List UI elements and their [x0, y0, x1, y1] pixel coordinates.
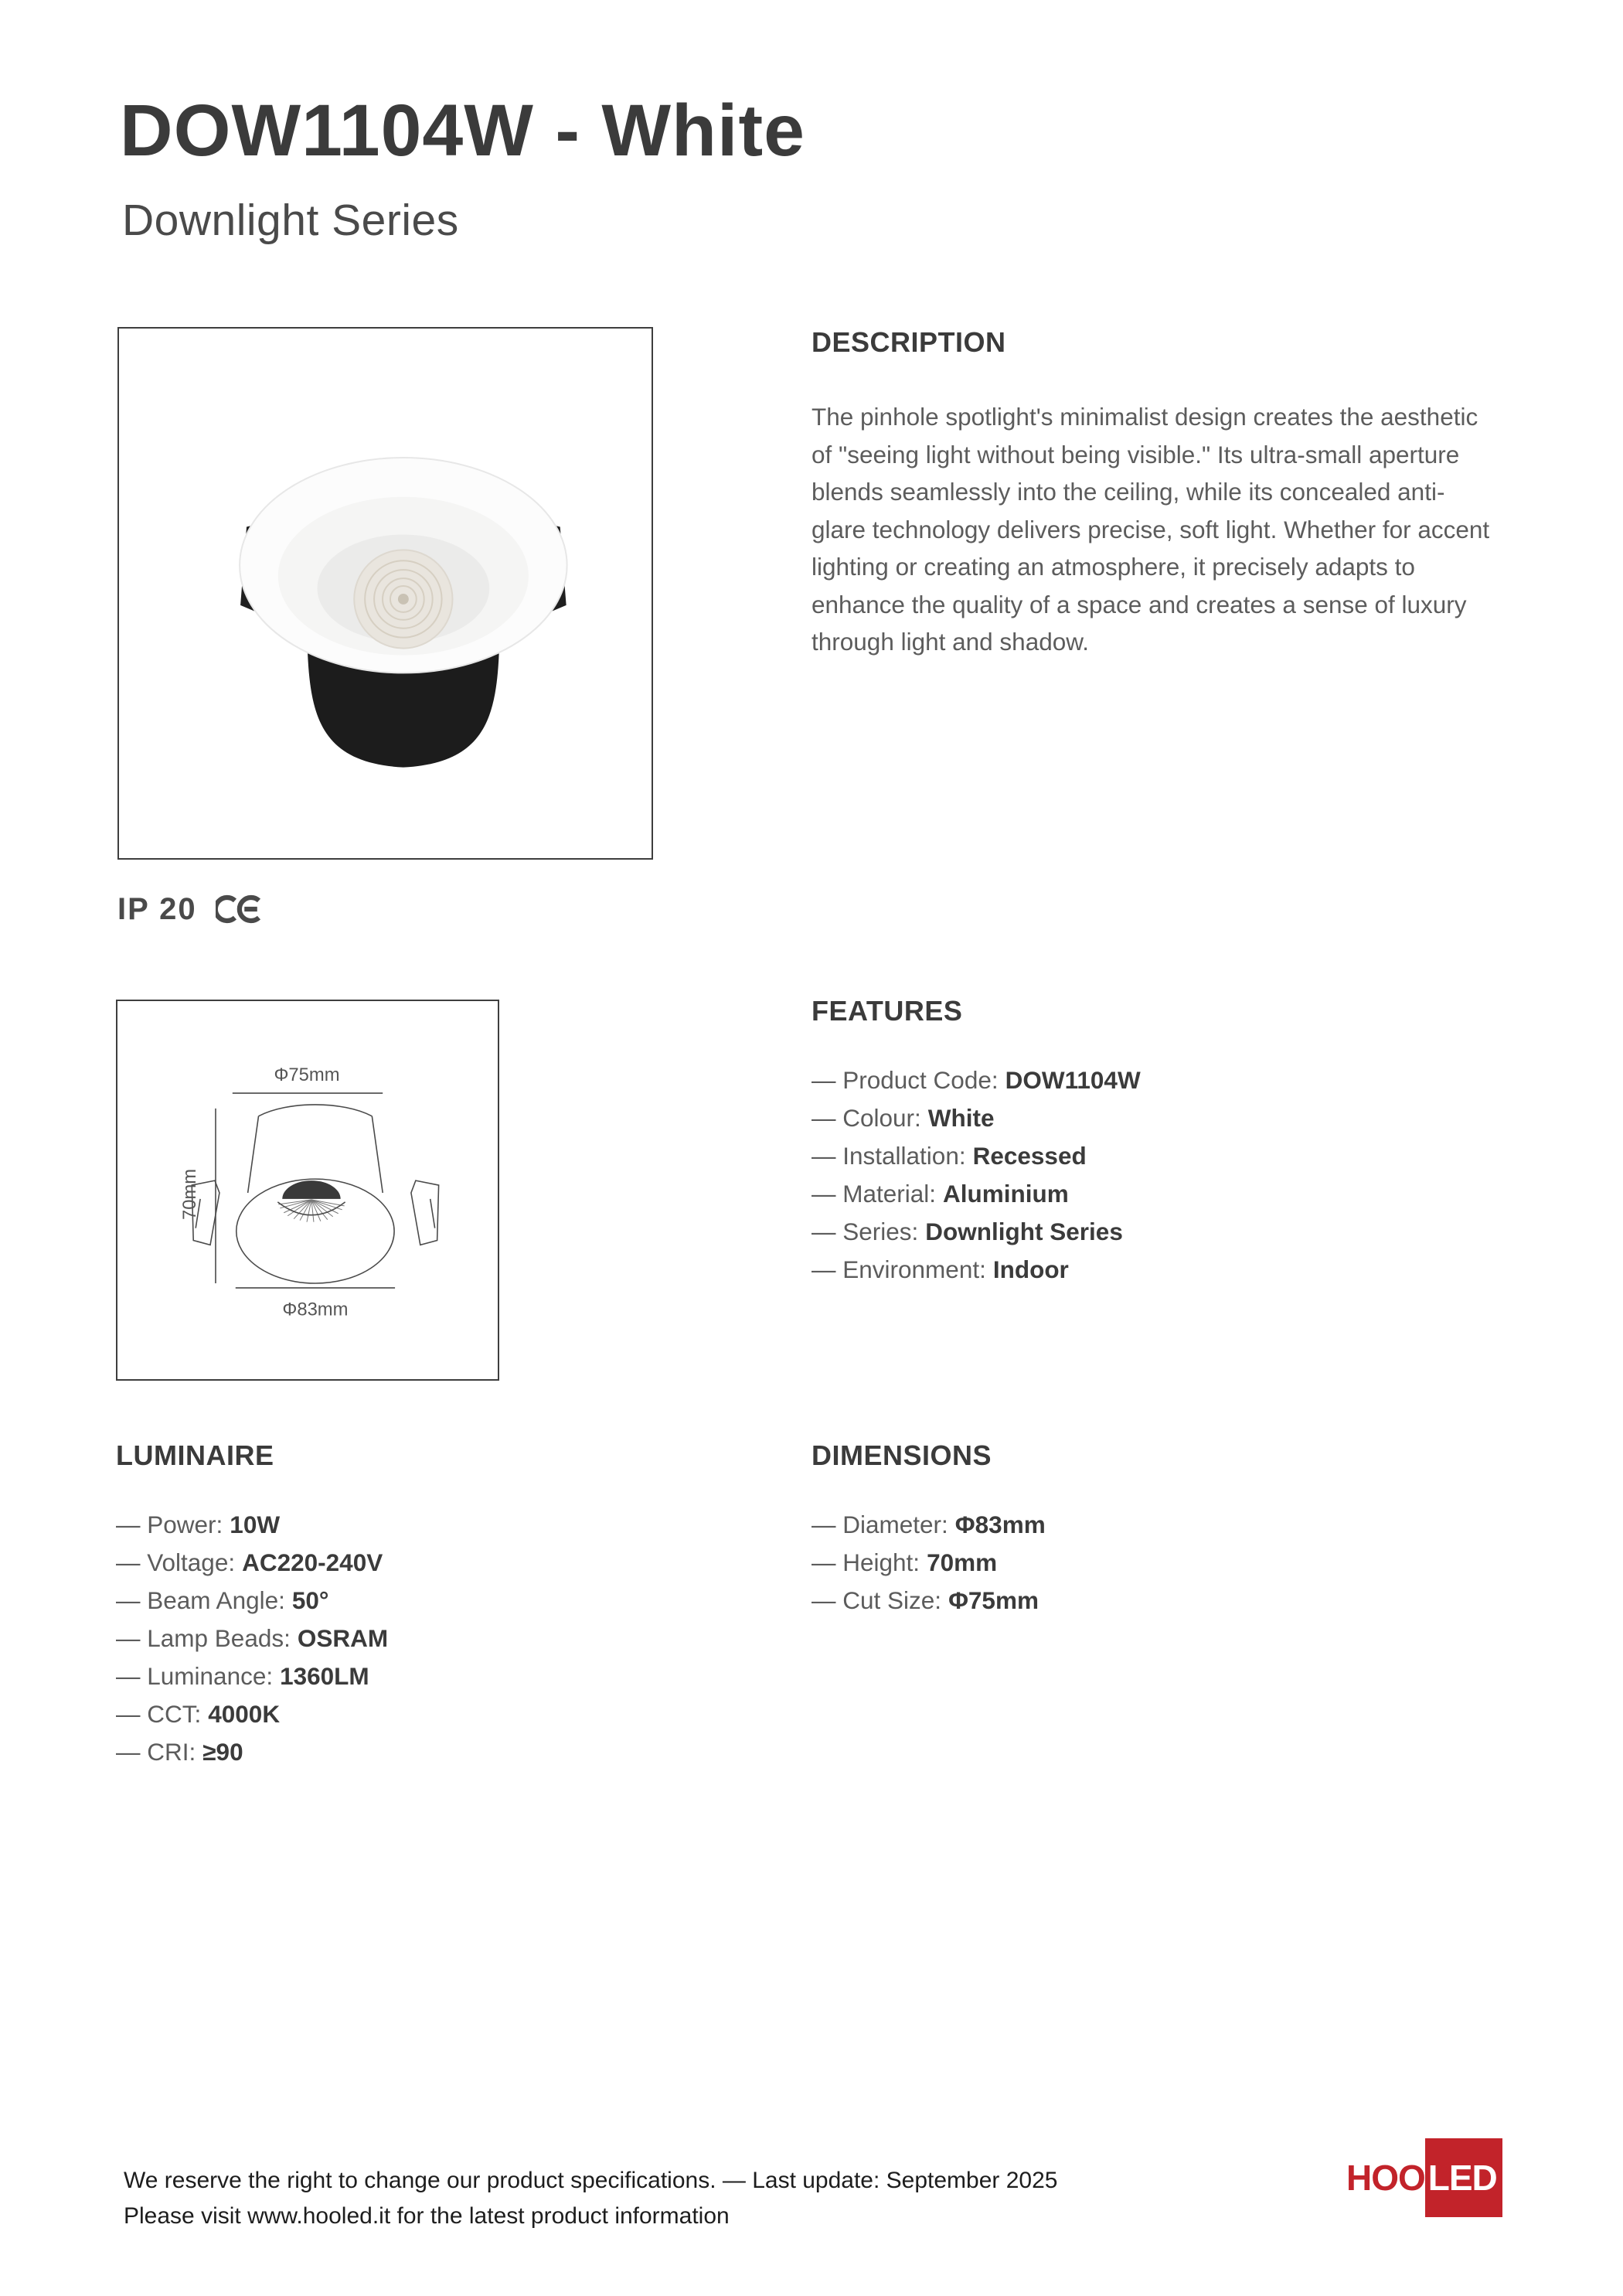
technical-drawing — [117, 1001, 498, 1379]
product-photo-box — [117, 327, 653, 860]
product-photo-image — [119, 329, 652, 858]
feature-item: — Colour: White — [812, 1104, 995, 1132]
luminaire-item: — Lamp Beads: OSRAM — [116, 1624, 389, 1652]
dimension-item: — Height: 70mm — [812, 1548, 998, 1576]
footer-line-1: We reserve the right to change our product specifications. — Last update: September 2025 — [124, 2168, 1058, 2193]
features-section — [812, 994, 1141, 1289]
logo-red-box — [1425, 2138, 1502, 2217]
dimensions-list — [812, 1506, 1046, 1620]
dimensions-section — [812, 1439, 1046, 1620]
features-list — [812, 1061, 1141, 1289]
features-heading: FEATURES — [812, 995, 963, 1027]
description-section — [812, 325, 1511, 661]
luminaire-item: — Voltage: AC220-240V — [116, 1548, 383, 1576]
hooled-logo — [1346, 2138, 1502, 2217]
ce-mark-icon — [216, 893, 262, 925]
page-subtitle: Downlight Series — [122, 196, 459, 245]
drawing-diameter-dim-label: Φ83mm — [282, 1299, 349, 1320]
feature-item: — Installation: Recessed — [812, 1142, 1087, 1170]
luminaire-list — [116, 1506, 388, 1771]
ip-rating-label: IP 20 — [117, 891, 197, 926]
dimensions-heading: DIMENSIONS — [812, 1439, 992, 1471]
dimension-item: — Diameter: Φ83mm — [812, 1511, 1046, 1538]
luminaire-item: — Power: 10W — [116, 1511, 281, 1538]
drawing-height-dim-label: 70mm — [179, 1168, 201, 1221]
footer-line-2: Please visit www.hooled.it for the latest product information — [124, 2203, 730, 2229]
luminaire-section — [116, 1439, 388, 1771]
logo-text-hoo: HOO — [1346, 2158, 1425, 2198]
page-title: DOW1104W - White — [120, 90, 805, 172]
dimension-item: — Cut Size: Φ75mm — [812, 1586, 1039, 1614]
feature-item: — Series: Downlight Series — [812, 1218, 1123, 1245]
luminaire-item: — Luminance: 1360LM — [116, 1662, 369, 1690]
feature-item: — Environment: Indoor — [812, 1255, 1069, 1283]
luminaire-heading: LUMINAIRE — [116, 1439, 274, 1471]
footer-disclaimer — [124, 2163, 1057, 2234]
feature-item: — Material: Aluminium — [812, 1180, 1069, 1208]
luminaire-item: — CRI: ≥90 — [116, 1738, 243, 1766]
drawing-cut-dim-label: Φ75mm — [274, 1065, 340, 1086]
technical-drawing-box — [116, 1000, 499, 1381]
description-heading: DESCRIPTION — [812, 326, 1006, 358]
certification-row — [117, 889, 262, 929]
description-body: The pinhole spotlight's minimalist design creates the aesthetic of "seeing light without being visible." Its ultra-small aperture blends seamlessly into the ceiling, while its concealed anti-glare technology delivers precise, soft light. Whether for accent lighting or creating an atmosphere, it precisely adapts to enhance the quality of a space and creates a sense of luxury through light and shadow. — [812, 403, 1490, 656]
feature-item: — Product Code: DOW1104W — [812, 1066, 1141, 1094]
luminaire-item: — CCT: 4000K — [116, 1700, 281, 1728]
luminaire-item: — Beam Angle: 50° — [116, 1586, 329, 1614]
logo-text-led: LED — [1427, 2158, 1497, 2198]
